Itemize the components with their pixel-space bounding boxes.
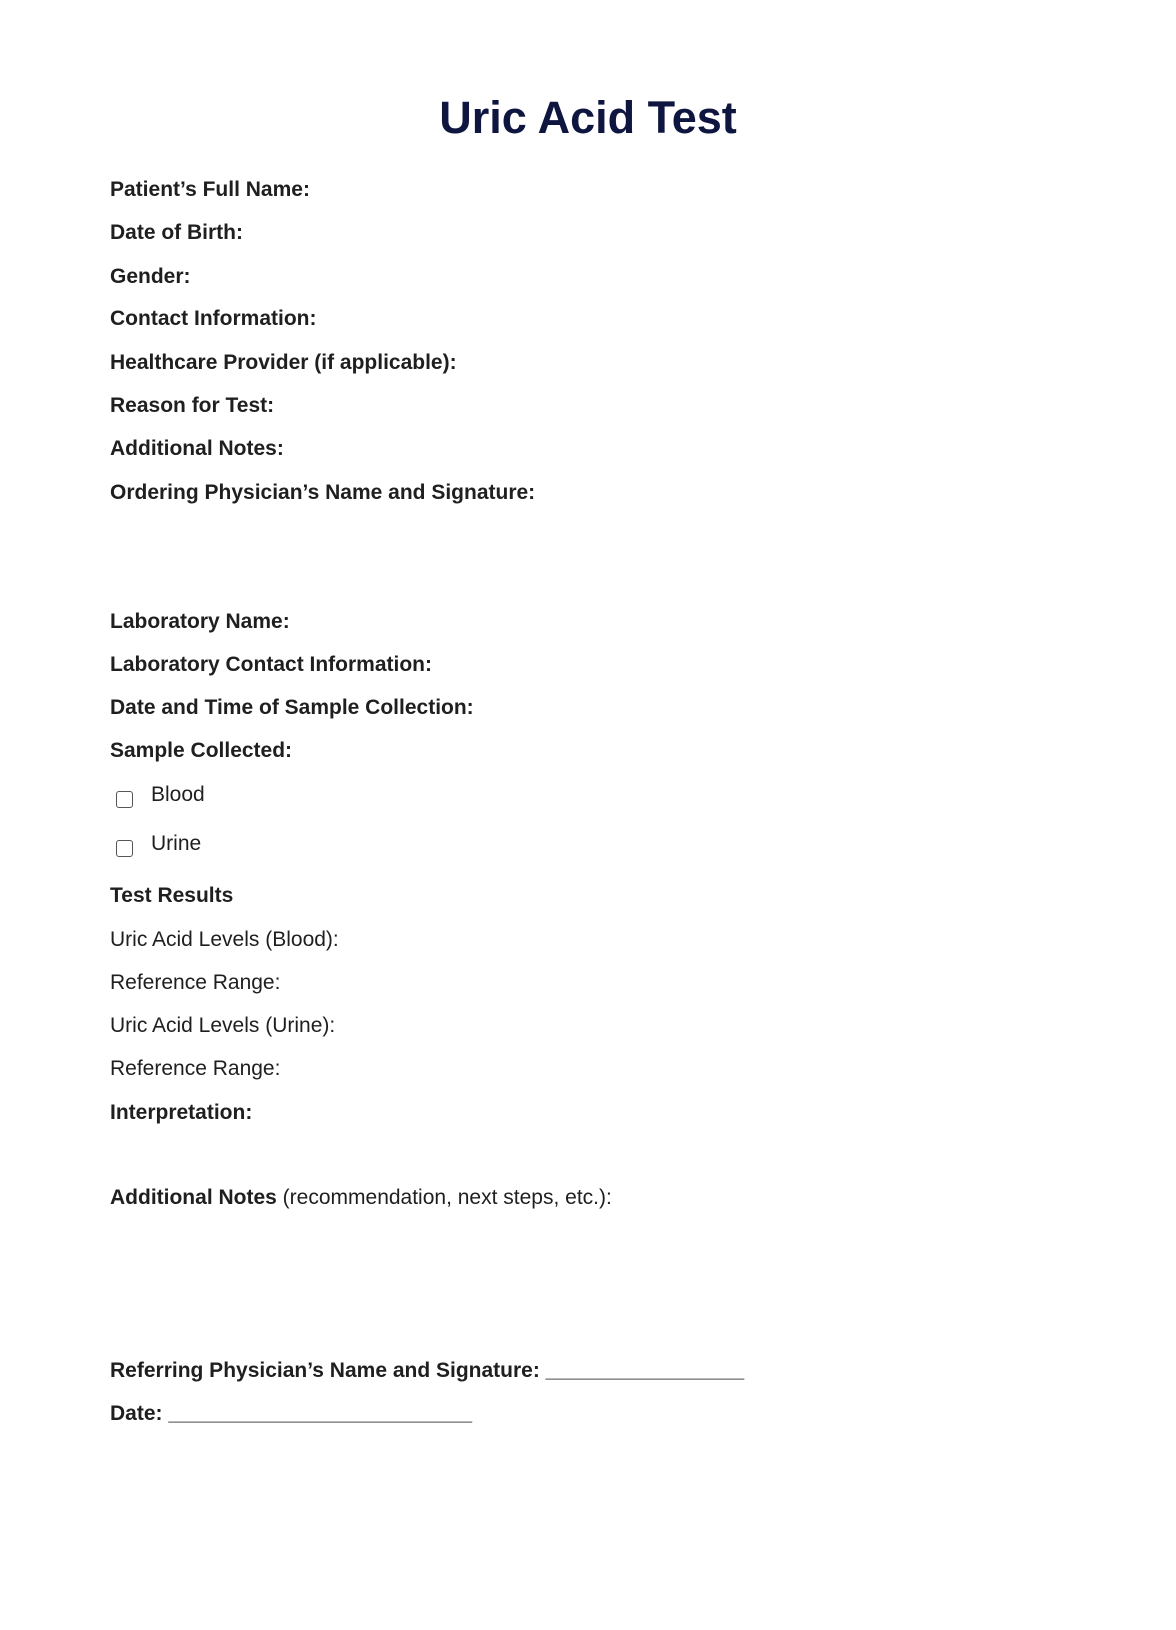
healthcare-provider-field: Healthcare Provider (if applicable): <box>110 351 457 374</box>
blood-level-field: Uric Acid Levels (Blood): <box>110 928 339 951</box>
additional-notes-label: Additional Notes <box>110 1186 277 1209</box>
test-results-heading: Test Results <box>110 884 234 907</box>
blood-checkbox[interactable] <box>116 791 133 808</box>
gender-field: Gender: <box>110 265 191 288</box>
patient-name-field: Patient’s Full Name: <box>110 178 310 201</box>
blood-option-label: Blood <box>151 783 205 806</box>
reason-field: Reason for Test: <box>110 394 275 417</box>
additional-notes-field: Additional Notes: <box>110 437 284 460</box>
urine-level-field: Uric Acid Levels (Urine): <box>110 1014 336 1037</box>
blood-reference-range-field: Reference Range: <box>110 971 281 994</box>
page-title: Uric Acid Test <box>439 92 737 143</box>
sample-collected-label: Sample Collected: <box>110 739 293 762</box>
referring-physician-signature-line: Referring Physician’s Name and Signature: _________________ <box>110 1359 745 1382</box>
collection-datetime-field: Date and Time of Sample Collection: <box>110 696 474 719</box>
date-line: Date: __________________________ <box>110 1402 473 1425</box>
interpretation-field: Interpretation: <box>110 1101 253 1124</box>
lab-name-field: Laboratory Name: <box>110 610 290 633</box>
contact-field: Contact Information: <box>110 307 317 330</box>
urine-option-label: Urine <box>151 832 202 855</box>
dob-field: Date of Birth: <box>110 221 243 244</box>
ordering-physician-field: Ordering Physician’s Name and Signature: <box>110 481 536 504</box>
additional-notes-hint: (recommendation, next steps, etc.): <box>276 1186 612 1209</box>
additional-notes-section <box>110 1185 612 1211</box>
urine-reference-range-field: Reference Range: <box>110 1057 281 1080</box>
urine-checkbox[interactable] <box>116 840 133 857</box>
lab-contact-field: Laboratory Contact Information: <box>110 653 433 676</box>
